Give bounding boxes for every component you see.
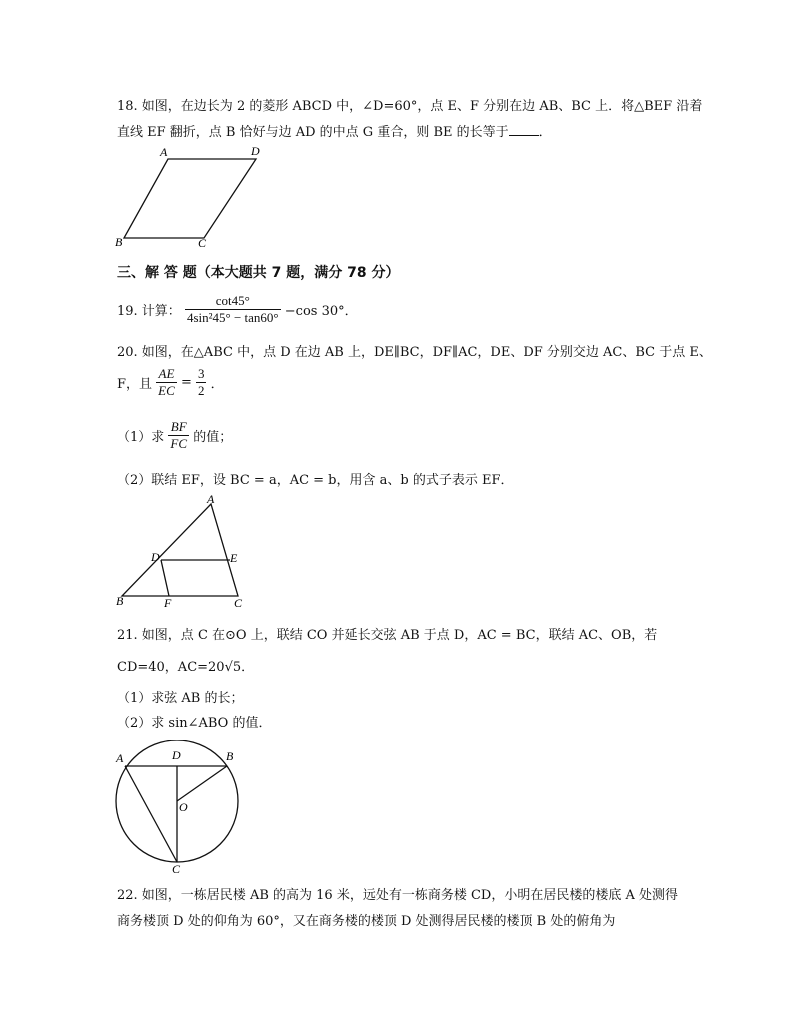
segment-ob [177, 766, 227, 801]
label-c: C [172, 862, 181, 875]
q20-eq: = [180, 375, 192, 390]
label-b: B [116, 594, 124, 608]
label-c: C [198, 236, 207, 250]
label-d: D [172, 748, 181, 762]
q20-line2 [117, 366, 224, 399]
label-o: O [179, 800, 188, 814]
q20-line2-post: ． [210, 377, 224, 392]
section-3-heading: 三、解 答 题（本大题共 7 题，满分 78 分） [117, 265, 400, 281]
q21-part2: （2）求 sin∠ABO 的值． [117, 716, 272, 731]
segment-df [161, 560, 169, 596]
label-b: B [226, 749, 234, 763]
rhombus-figure [110, 142, 280, 250]
q18-line2-text: 直线 EF 翻折，点 B 恰好与边 AD 的中点 G 重合，则 BE 的长等于 [117, 125, 509, 140]
label-d: D [251, 144, 260, 158]
q22-line1: 22. 如图，一栋居民楼 AB 的高为 16 米，远处有一栋商务楼 CD，小明在居民楼的楼底 A 处测得 [117, 888, 678, 903]
q21-line1: 21. 如图，点 C 在⊙O 上，联结 CO 并延长交弦 AB 于点 D，AC = BC，联结 AC、OB，若 [117, 628, 658, 643]
triangle-abc [122, 504, 238, 596]
answer-blank [509, 125, 539, 136]
label-f: F [164, 596, 172, 610]
q20-ratio [156, 366, 177, 399]
q20-value-num: 3 [197, 366, 205, 381]
rhombus-abcd [124, 159, 256, 238]
label-c: C [234, 596, 243, 610]
q22-line2: 商务楼顶 D 处的仰角为 60°，又在商务楼的楼顶 D 处测得居民楼的楼顶 B 处的俯角为 [117, 914, 616, 929]
q18-line2-end: ． [538, 125, 552, 140]
q20-line1: 20. 如图，在△ABC 中，点 D 在边 AB 上，DE∥BC，DF∥AC，DE、DF 分别交边 AC、BC 于点 E、 [117, 345, 712, 360]
q20-line2-pre: F，且 [117, 377, 153, 392]
q20-ratio-den: EC [158, 383, 175, 398]
q19-denominator: 4sin²45° − tan60° [186, 310, 279, 325]
q20-part1-post: 的值； [193, 430, 233, 445]
q19-line [117, 293, 358, 326]
label-d: D [151, 550, 160, 564]
q21-line2: CD=40，AC=20√5． [117, 660, 255, 675]
q18-line1: 18. 如图，在边长为 2 的菱形 ABCD 中，∠D=60°，点 E、F 分别在边 AB、BC 上．将△BEF 沿着 [117, 99, 703, 114]
q18-line2 [117, 121, 552, 140]
circle-figure [110, 740, 250, 875]
q20-part1-den: FC [170, 436, 188, 451]
label-a: A [207, 492, 215, 506]
q20-part1-num: BF [170, 419, 187, 434]
q20-value-den: 2 [197, 383, 205, 398]
q20-part1-pre: （1）求 [117, 430, 165, 445]
q20-part1 [117, 419, 232, 452]
label-b: B [115, 235, 123, 249]
segment-ac [125, 766, 177, 862]
q20-part1-fraction [168, 419, 189, 452]
label-a: A [160, 145, 168, 159]
label-e: E [230, 551, 238, 565]
q19-suffix: −cos 30°． [284, 304, 358, 319]
q20-value [196, 366, 207, 399]
q19-prefix: 19. 计算： [117, 304, 181, 319]
q21-part1: （1）求弦 AB 的长； [117, 691, 244, 706]
q19-fraction [185, 293, 281, 326]
q19-numerator: cot45° [215, 293, 250, 308]
label-a: A [116, 751, 124, 765]
q20-ratio-num: AE [158, 366, 175, 381]
triangle-figure [112, 492, 262, 612]
q20-part2: （2）联结 EF，设 BC = a，AC = b，用含 a、b 的式子表示 EF． [117, 473, 514, 488]
